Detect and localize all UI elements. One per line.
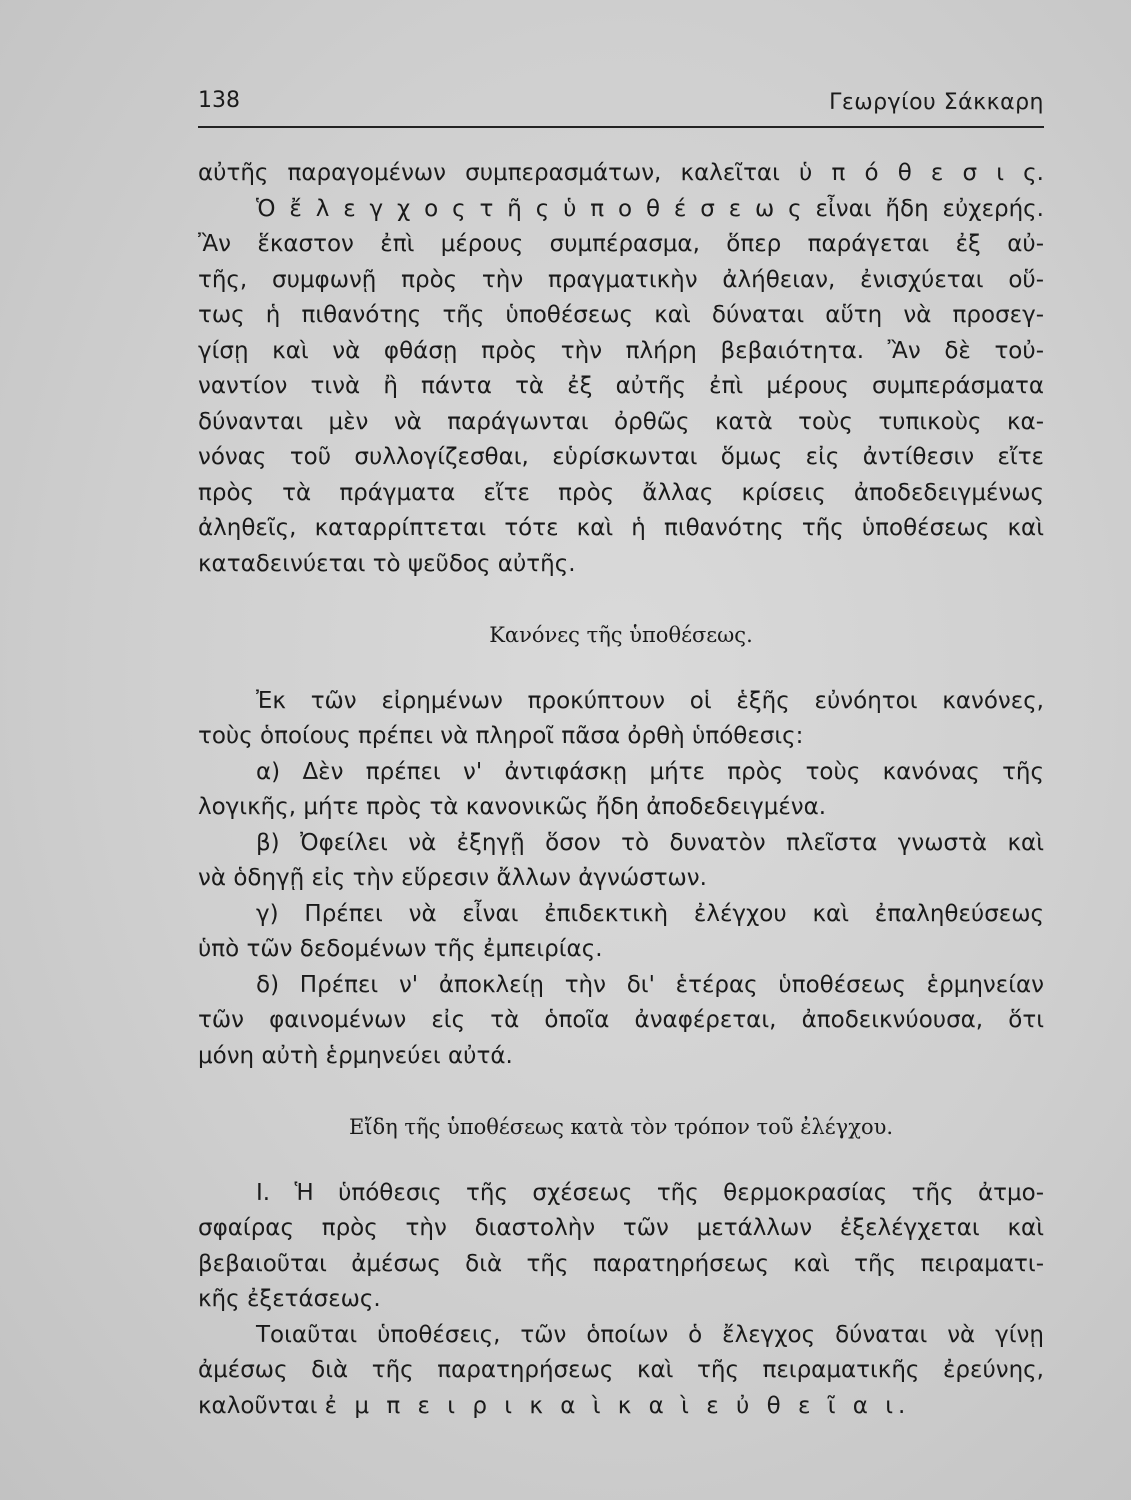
- text-line: ναντίον τινὰ ἢ πάντα τὰ ἐξ αὐτῆς ἐπὶ μέρους συμπεράσματα: [198, 373, 1044, 399]
- section-heading: Κανόνες τῆς ὑποθέσεως.: [489, 623, 753, 647]
- text-line: Ι. Ἡ ὑπόθεσις τῆς σχέσεως τῆς θερμοκρασίας τῆς ἀτμο-: [256, 1179, 1044, 1206]
- rule-line: νὰ ὁδηγῇ εἰς τὴν εὕρεσιν ἄλλων ἀγνώστων.: [198, 865, 707, 891]
- text-line: βεβαιοῦται ἀμέσως διὰ τῆς παρατηρήσεως καὶ τῆς πειραματι-: [198, 1250, 1044, 1277]
- rule-line: λογικῆς, μήτε πρὸς τὰ κανονικῶς ἤδη ἀποδεδειγμένα.: [198, 794, 827, 820]
- text-line: Ὁ ἔ λ ε γ χ ο ς τ ῆ ς ὑ π ο θ έ σ ε ω ς εἶναι ἤδη εὐχερής.: [256, 195, 1044, 222]
- rule-line: δ) Πρέπει ν' ἀποκλείῃ τὴν δι' ἑτέρας ὑποθέσεως ἑρμηνείαν: [256, 971, 1044, 998]
- rule-line: ὑπὸ τῶν δεδομένων τῆς ἐμπειρίας.: [198, 936, 603, 962]
- text-line: Ἂν ἕκαστον ἐπὶ μέρους συμπέρασμα, ὅπερ παράγεται ἐξ αὐ-: [198, 231, 1044, 257]
- rule-line: β) Ὀφείλει νὰ ἐξηγῇ ὅσον τὸ δυνατὸν πλεῖστα γνωστὰ καὶ: [256, 829, 1044, 856]
- rule-line: μόνη αὐτὴ ἑρμηνεύει αὐτά.: [198, 1042, 513, 1069]
- body-text: [198, 156, 1044, 1424]
- page-header: [198, 88, 1044, 128]
- text-line: καλοῦνται ἐ μ π ε ι ρ ι κ α ὶ κ α ὶ ε ὐ θ ε ῖ α ι.: [198, 1392, 911, 1419]
- text-line: κῆς ἐξετάσεως.: [198, 1286, 381, 1312]
- rule-line: γ) Πρέπει νὰ εἶναι ἐπιδεκτικὴ ἐλέγχου καὶ ἐπαληθεύσεως: [256, 900, 1044, 927]
- text-line: ἀληθεῖς, καταρρίπτεται τότε καὶ ἡ πιθανότης τῆς ὑποθέσεως καὶ: [198, 515, 1044, 541]
- text-line: πρὸς τὰ πράγματα εἴτε πρὸς ἄλλας κρίσεις ἀποδεδειγμένως: [198, 479, 1044, 506]
- text-line: Ἐκ τῶν εἰρημένων προκύπτουν οἱ ἑξῆς εὐνόητοι κανόνες,: [256, 687, 1044, 714]
- text-line: σφαίρας πρὸς τὴν διαστολὴν τῶν μετάλλων ἐξελέγχεται καὶ: [198, 1215, 1044, 1241]
- text-line: καταδεινύεται τὸ ψεῦδος αὐτῆς.: [198, 550, 576, 577]
- rule-line: τῶν φαινομένων εἰς τὰ ὁποῖα ἀναφέρεται, ἀποδεικνύουσα, ὅτι: [198, 1007, 1044, 1033]
- section-heading: Εἴδη τῆς ὑποθέσεως κατὰ τὸν τρόπον τοῦ ἐλέγχου.: [348, 1115, 894, 1139]
- text-line: τῆς, συμφωνῇ πρὸς τὴν πραγματικὴν ἀλήθειαν, ἐνισχύεται οὕ-: [198, 266, 1044, 293]
- text-line: τοὺς ὁποίους πρέπει νὰ πληροῖ πᾶσα ὀρθὴ ὑπόθεσις:: [198, 723, 804, 749]
- text-line: ἀμέσως διὰ τῆς παρατηρήσεως καὶ τῆς πειραματικῆς ἐρεύνης,: [198, 1357, 1044, 1383]
- text-line: νόνας τοῦ συλλογίζεσθαι, εὑρίσκωνται ὅμως εἰς ἀντίθεσιν εἴτε: [198, 444, 1044, 470]
- text-line: τως ἡ πιθανότης τῆς ὑποθέσεως καὶ δύναται αὕτη νὰ προσεγ-: [198, 302, 1044, 328]
- text-line: γίσῃ καὶ νὰ φθάσῃ πρὸς τὴν πλήρη βεβαιότητα. Ἂν δὲ τοὐ-: [198, 337, 1044, 364]
- running-title: Γεωργίου Σάκκαρη: [829, 90, 1044, 115]
- text-line: δύνανται μὲν νὰ παράγωνται ὀρθῶς κατὰ τοὺς τυπικοὺς κα-: [198, 408, 1044, 435]
- text-line: αὐτῆς παραγομένων συμπερασμάτων, καλεῖται ὑ π ό θ ε σ ι ς.: [198, 160, 1044, 186]
- rule-line: α) Δὲν πρέπει ν' ἀντιφάσκῃ μήτε πρὸς τοὺς κανόνας τῆς: [256, 758, 1044, 785]
- page-number: 138: [198, 88, 240, 113]
- text-line: Τοιαῦται ὑποθέσεις, τῶν ὁποίων ὁ ἔλεγχος δύναται νὰ γίνῃ: [256, 1321, 1044, 1348]
